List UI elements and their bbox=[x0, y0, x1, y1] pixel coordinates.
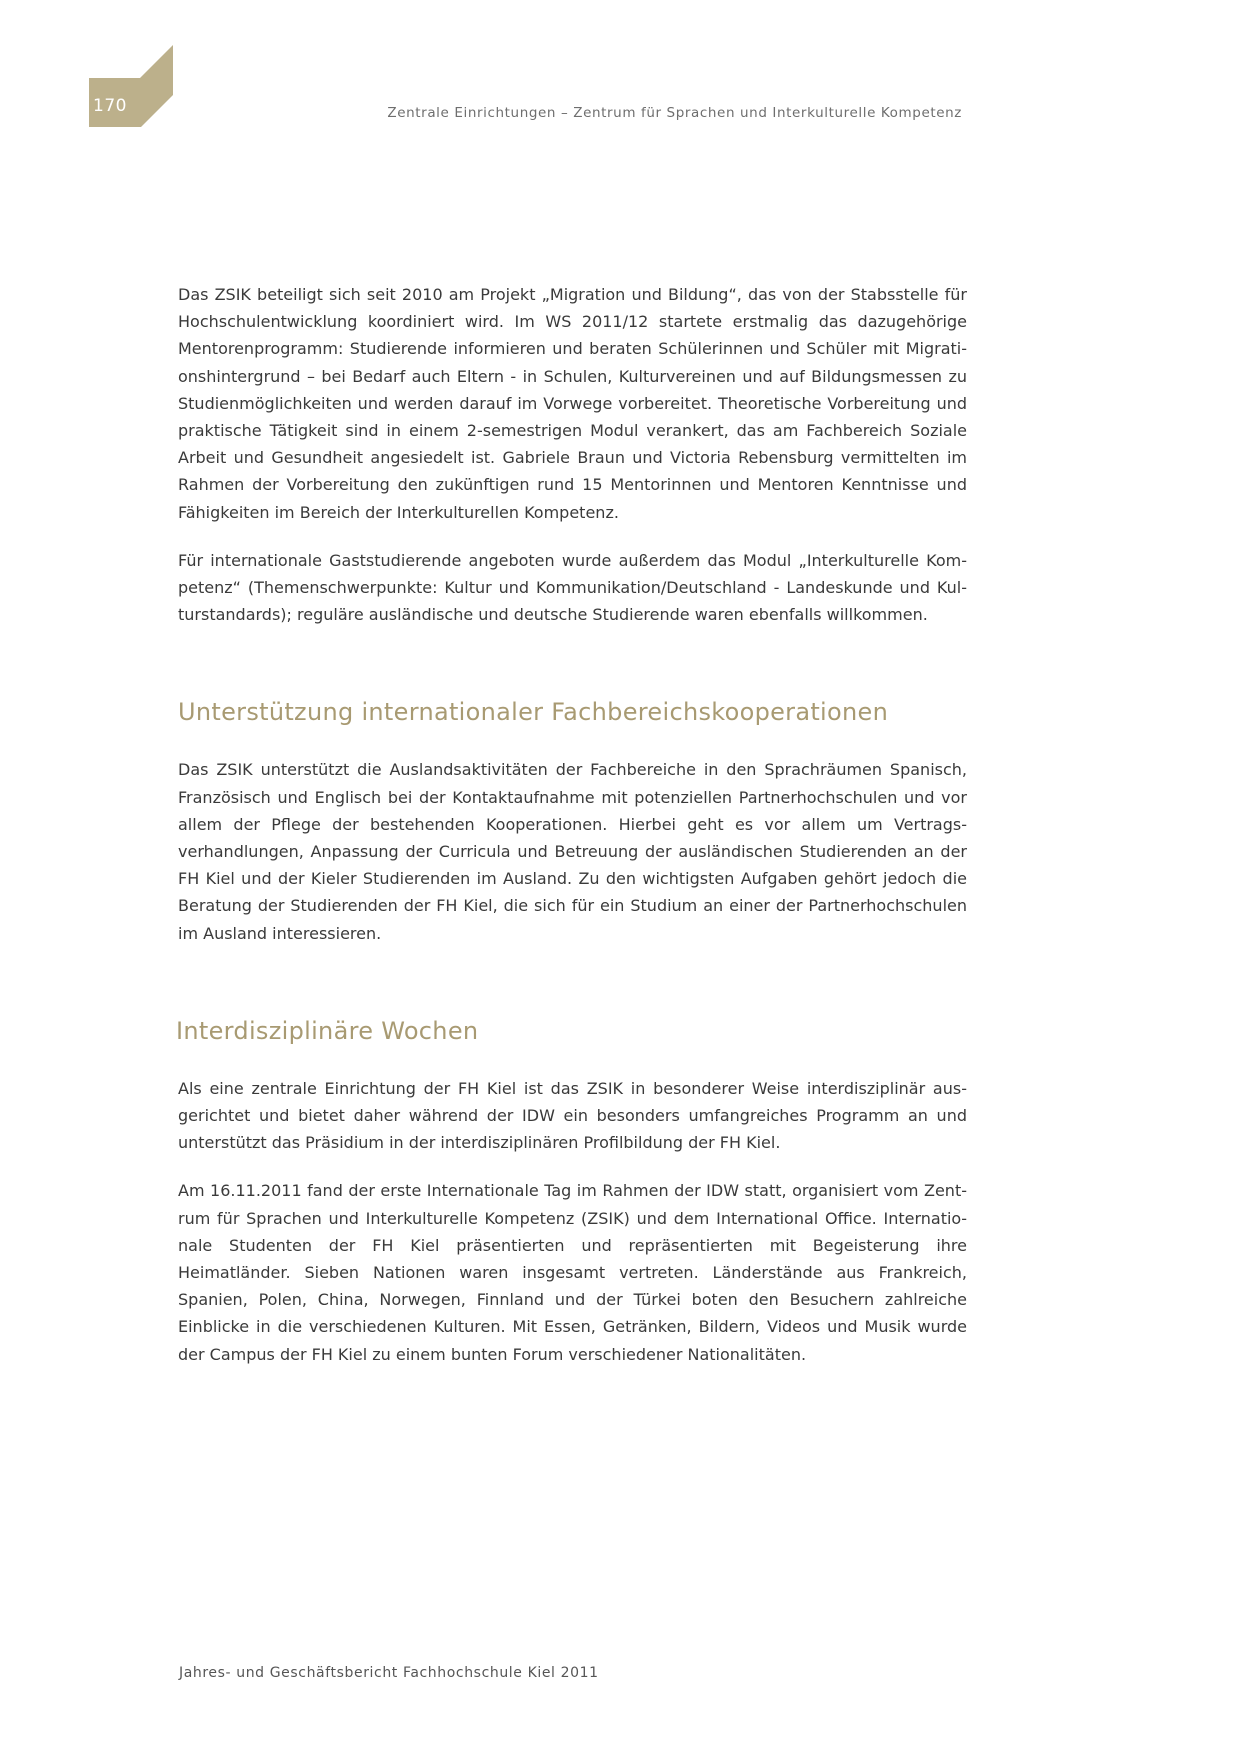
intro-paragraph-2: Für internationale Gaststudierende angeboten wurde außerdem das Modul „Interkulturelle Kompetenz“ (Themenschwerpunkte: Kultur und Kommunikation/Deutschland - Landeskunde und Kulturstandards); reguläre ausländische und deutsche Studierende waren ebenfalls willkommen. bbox=[178, 550, 967, 625]
section-heading-interdisciplinary-weeks: Interdisziplinäre Wochen bbox=[176, 1016, 479, 1045]
running-header: Zentrale Einrichtungen – Zentrum für Sprachen und Interkulturelle Kompetenz bbox=[387, 105, 962, 121]
section-heading-cooperations: Unterstützung internationaler Fachbereichskooperationen bbox=[178, 698, 889, 727]
intro-paragraph-1: Das ZSIK beteiligt sich seit 2010 am Projekt „Migration und Bildung“, das von der Stabsstelle für Hochschulentwicklung koordiniert wird. Im WS 2011/12 startete erstmalig das dazugehörige Mentorenprogramm: Studierende informieren und beraten Schülerinnen und Schüler mit Migrationshintergrund – bei Bedarf auch Eltern - in Schulen, Kulturvereinen und auf Bildungsmessen zu Studienmöglichkeiten und werden darauf im Vorwege vorbereitet. Theoretische Vorbereitung und praktische Tätigkeit sind in einem 2-semestrigen Modul verankert, das am Fachbereich Soziale Arbeit und Gesundheit angesiedelt ist. Gabriele Braun und Victoria Rebensburg vermittelten im Rahmen der Vorbereitung den zukünftigen rund 15 Mentorinnen und Mentoren Kenntnisse und Fähigkeiten im Bereich der Interkulturellen Kompetenz. bbox=[178, 285, 967, 522]
idw-paragraph-2: Am 16.11.2011 fand der erste Internationale Tag im Rahmen der IDW statt, organisiert vom Zentrum für Sprachen und Interkulturelle Kompetenz (ZSIK) und dem International Office. Internationale Studenten der FH Kiel präsentierten und repräsentierten mit Begeisterung ihre Heimatländer. Sieben Nationen waren insgesamt vertreten. Länderstände aus Frankreich, Spanien, Polen, China, Norwegen, Finnland und der Türkei boten den Besuchern zahlreiche Einblicke in die verschiedenen Kulturen. Mit Essen, Getränken, Bildern, Videos und Musik wurde der Campus der FH Kiel zu einem bunten Forum verschiedener Nationalitäten. bbox=[178, 1181, 967, 1364]
idw-paragraph-1: Als eine zentrale Einrichtung der FH Kiel ist das ZSIK in besonderer Weise interdisziplinär ausgerichtet und bietet daher während der IDW ein besonders umfangreiches Programm an und unterstützt das Präsidium in der interdisziplinären Profilbildung der FH Kiel. bbox=[178, 1078, 967, 1153]
footer-text: Jahres- und Geschäftsbericht Fachhochschule Kiel 2011 bbox=[179, 1665, 599, 1681]
cooperations-paragraph: Das ZSIK unterstützt die Auslandsaktivitäten der Fachbereiche in den Sprachräumen Spanisch, Französisch und Englisch bei der Kontaktaufnahme mit potenziellen Partnerhochschulen und vor allem der Pflege der bestehenden Kooperationen. Hierbei geht es vor allem um Vertragsverhandlungen, Anpassung der Curricula und Betreuung der ausländischen Studierenden an der FH Kiel und der Kieler Studierenden im Ausland. Zu den wichtigsten Aufgaben gehört jedoch die Beratung der Studierenden der FH Kiel, die sich für ein Studium an einer der Partnerhochschulen im Ausland interessieren. bbox=[178, 760, 967, 943]
page-number: 170 bbox=[93, 96, 127, 116]
main-content bbox=[178, 281, 967, 1389]
